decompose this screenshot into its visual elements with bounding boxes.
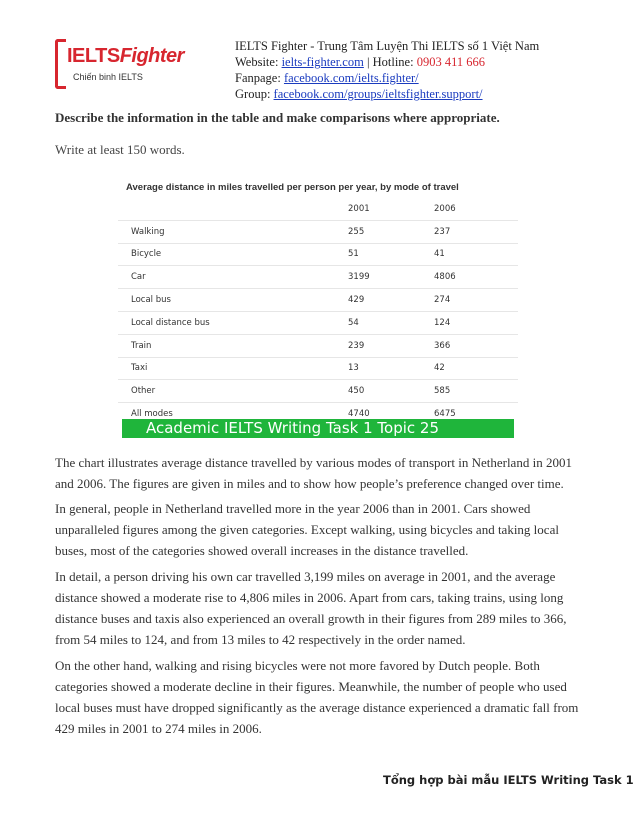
table-cell-2001: 429 [348,289,434,312]
table-row [118,243,518,266]
table-cell-mode: Taxi [118,357,348,380]
table-header-2006: 2006 [434,203,456,214]
header-website-line: Website: ielts-fighter.com | Hotline: 0903 411 666 [235,55,485,69]
table-cell-2001: 51 [348,243,434,266]
table-cell-2006: 366 [434,334,518,357]
header-fanpage-line: Fanpage: facebook.com/ielts.fighter/ [235,71,419,85]
table-header-2001: 2001 [348,203,370,214]
table-cell-2001: 450 [348,380,434,403]
table-row [118,289,518,312]
table-cell-2001: 13 [348,357,434,380]
table-header-row [118,198,518,220]
group-link[interactable]: facebook.com/groups/ieltsfighter.support/ [273,87,483,101]
table-row [118,311,518,334]
footer-caption: Tổng hợp bài mẫu IELTS Writing Task 1 [383,773,634,787]
table-cell-mode: Local distance bus [118,311,348,334]
table-cell-2006: 585 [434,380,518,403]
website-link[interactable]: ielts-fighter.com [281,55,364,69]
table-cell-2001: 255 [348,220,434,243]
table-cell-2001: 4740 [348,403,434,425]
data-table-image [118,176,518,438]
ielts-fighter-logo [55,39,184,89]
table-cell-2001: 3199 [348,266,434,289]
table-row [118,220,518,243]
table-cell-2006: 274 [434,289,518,312]
table-row [118,334,518,357]
table-cell-2006: 42 [434,357,518,380]
task-prompt: Describe the information in the table and make comparisons where appropriate. [55,110,500,125]
table-cell-2006: 6475 [434,403,518,425]
table-row [118,266,518,289]
header-group-line: Group: facebook.com/groups/ieltsfighter.support/ [235,87,483,101]
logo-brand: IELTSFighter [67,45,184,67]
data-table [118,198,518,425]
hotline-number: 0903 411 666 [416,55,485,69]
table-header-mode [118,198,348,220]
essay-paragraph-2: In general, people in Netherland travelled more in the year 2006 than in 2001. Cars showed unparalleled figures among the given categories. Except walking, using bicycles and taking local buses, most of the categories showed overall increases in the distance travelled. [55,501,559,558]
table-cell-2006: 41 [434,243,518,266]
table-title: Average distance in miles travelled per person per year, by mode of travel [126,182,459,193]
essay-paragraph-1: The chart illustrates average distance travelled by various modes of transport in Netherland in 2001 and 2006. The figures are given in miles and to show how people’s preference changed over time. [55,455,572,491]
table-cell-mode: Local bus [118,289,348,312]
essay-paragraph-4: On the other hand, walking and rising bicycles were not more favored by Dutch people. Both categories showed a moderate decline in their figures. Meanwhile, the number of people who used local buses must have dropped significantly as the average distance experienced a dramatic fall from 429 miles in 2001 to 274 miles in 2006. [55,658,579,736]
table-cell-2001: 239 [348,334,434,357]
table-cell-mode: Car [118,266,348,289]
table-cell-2006: 237 [434,220,518,243]
header-title: IELTS Fighter - Trung Tâm Luyện Thi IELTS số 1 Việt Nam [235,39,540,53]
essay-paragraph-3: In detail, a person driving his own car travelled 3,199 miles on average in 2001, and the average distance showed a moderate rise to 4,806 miles in 2006. Apart from cars, taking trains, using long distance buses and taxis also experienced an overall growth in their figures from 289 miles to 366, from 54 miles to 124, and from 13 miles to 42 respectively in the order named. [55,569,567,647]
table-cell-mode: Bicycle [118,243,348,266]
word-limit: Write at least 150 words. [55,142,185,157]
table-cell-2006: 4806 [434,266,518,289]
logo-bracket [55,39,66,89]
table-cell-mode: Train [118,334,348,357]
topic-banner: Academic IELTS Writing Task 1 Topic 25 [122,419,514,438]
table-row [118,357,518,380]
table-cell-2001: 54 [348,311,434,334]
logo-subtitle: Chiến binh IELTS [73,72,143,82]
table-cell-2006: 124 [434,311,518,334]
table-cell-mode: Other [118,380,348,403]
fanpage-link[interactable]: facebook.com/ielts.fighter/ [283,71,419,85]
table-cell-mode: All modes [118,403,348,425]
table-row [118,380,518,403]
table-cell-mode: Walking [118,220,348,243]
